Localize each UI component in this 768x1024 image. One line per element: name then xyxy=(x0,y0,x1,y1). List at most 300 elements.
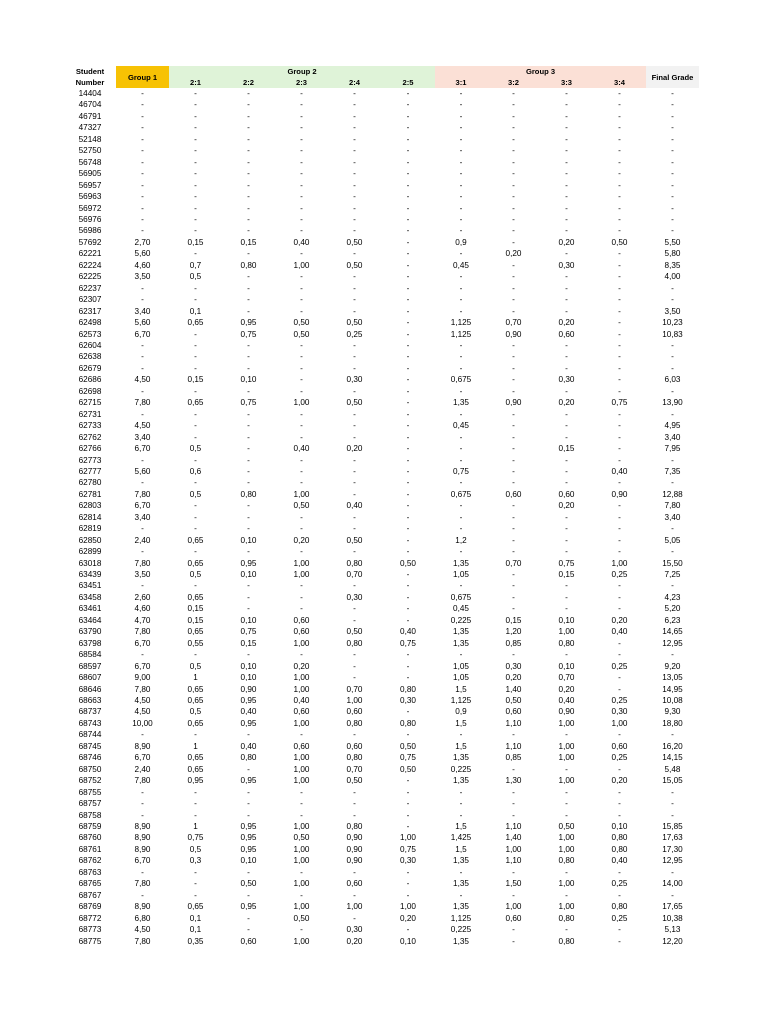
cell-3-1: - xyxy=(459,295,463,305)
cell-2-4: 0,70 xyxy=(346,570,363,580)
cell-2-4: 0,80 xyxy=(346,753,363,763)
cell-final-grade: 5,80 xyxy=(664,249,681,259)
cell-2-4: - xyxy=(353,810,356,820)
cell-2-3: 0,40 xyxy=(293,237,310,247)
cell-2-3: - xyxy=(300,352,303,362)
cell-2-1: 1 xyxy=(193,822,198,831)
cell-2-3: 0,50 xyxy=(293,833,310,843)
cell-2-3: - xyxy=(300,375,303,385)
cell-2-2: - xyxy=(247,409,250,419)
cell-3-4: - xyxy=(618,455,621,465)
cell-2-1: 0,15 xyxy=(187,237,204,247)
cell-3-4: - xyxy=(618,340,621,350)
cell-student-number: 62237 xyxy=(78,283,102,293)
cell-2-1: 0,15 xyxy=(187,375,204,385)
cell-3-2: - xyxy=(512,867,515,877)
cell-2-1: 0,55 xyxy=(187,638,204,648)
cell-2-5: 0,80 xyxy=(400,684,416,694)
cell-group1: - xyxy=(141,295,144,305)
cell-student-number: 62781 xyxy=(78,489,102,499)
cell-2-5: - xyxy=(406,272,410,282)
cell-3-2: - xyxy=(512,237,515,247)
cell-2-4: - xyxy=(353,478,356,488)
cell-student-number: 68758 xyxy=(78,810,102,820)
cell-3-3: 0,40 xyxy=(558,696,575,706)
cell-final-grade: - xyxy=(671,146,674,156)
table-row xyxy=(64,798,699,809)
cell-group1: - xyxy=(141,134,144,144)
cell-3-4: - xyxy=(618,810,621,820)
cell-3-2: 0,15 xyxy=(505,615,522,625)
subheader-3-2: 3:2 xyxy=(487,77,540,88)
cell-2-5: - xyxy=(406,455,410,465)
cell-3-2: - xyxy=(512,650,515,660)
cell-2-1: - xyxy=(194,100,197,110)
cell-final-grade: 18,80 xyxy=(662,718,683,728)
cell-3-4: - xyxy=(618,890,621,900)
cell-3-2: - xyxy=(512,214,515,224)
cell-2-3: 0,50 xyxy=(293,329,310,339)
cell-3-2: 0,70 xyxy=(505,558,522,568)
cell-2-1: - xyxy=(194,501,197,511)
cell-group1: - xyxy=(141,111,144,121)
cell-3-1: - xyxy=(459,478,463,488)
cell-3-3: - xyxy=(565,421,568,431)
cell-3-4: - xyxy=(618,363,621,373)
cell-2-1: 0,65 xyxy=(187,684,204,694)
cell-3-2: - xyxy=(512,375,515,385)
cell-2-1: - xyxy=(194,146,197,156)
cell-3-3: 0,20 xyxy=(558,318,575,328)
cell-3-1: - xyxy=(459,501,463,511)
cell-2-4: 0,60 xyxy=(346,707,363,717)
table-row xyxy=(64,638,699,649)
cell-2-3: - xyxy=(300,100,303,110)
cell-2-4: - xyxy=(353,787,356,797)
cell-3-2: - xyxy=(512,810,515,820)
cell-3-1: - xyxy=(459,157,463,167)
cell-3-3: - xyxy=(565,283,568,293)
cell-3-4: - xyxy=(618,936,621,946)
cell-2-2: 0,90 xyxy=(240,684,257,694)
cell-group1: 6,70 xyxy=(134,661,151,671)
cell-group1: 6,70 xyxy=(134,501,151,511)
cell-2-4: - xyxy=(353,421,356,431)
cell-final-grade: - xyxy=(671,340,674,350)
cell-3-3: 0,80 xyxy=(558,856,575,866)
cell-student-number: 46791 xyxy=(78,111,102,121)
cell-2-3: 0,20 xyxy=(293,535,310,545)
cell-student-number: 68750 xyxy=(78,764,102,774)
cell-2-4: - xyxy=(353,489,356,499)
cell-final-grade: - xyxy=(671,650,674,660)
cell-3-1: 1,2 xyxy=(455,535,467,545)
cell-3-1: - xyxy=(459,214,463,224)
cell-group1: 2,40 xyxy=(134,535,151,545)
cell-final-grade: 3,40 xyxy=(664,512,681,522)
cell-student-number: 62803 xyxy=(78,501,102,511)
cell-final-grade: 10,83 xyxy=(662,329,683,339)
cell-3-2: - xyxy=(512,192,515,202)
cell-3-1: - xyxy=(459,810,463,820)
cell-2-4: - xyxy=(353,111,356,121)
cell-group1: - xyxy=(141,214,144,224)
cell-3-4: - xyxy=(618,684,621,694)
cell-group1: 7,80 xyxy=(134,936,151,946)
cell-student-number: 56957 xyxy=(78,180,102,190)
cell-2-1: - xyxy=(194,329,197,339)
cell-2-3: 1,00 xyxy=(293,776,310,786)
cell-2-4: - xyxy=(353,272,356,282)
cell-2-2: - xyxy=(247,134,250,144)
cell-3-3: 0,20 xyxy=(558,684,575,694)
cell-2-3: - xyxy=(300,386,303,396)
cell-3-2: 0,60 xyxy=(505,913,522,923)
cell-student-number: 62766 xyxy=(78,444,102,454)
cell-2-2: - xyxy=(247,249,250,259)
cell-final-grade: 8,35 xyxy=(664,260,681,270)
cell-2-2: 0,95 xyxy=(240,833,257,843)
cell-2-5: - xyxy=(406,283,410,293)
cell-3-1: - xyxy=(459,283,463,293)
cell-group1: 4,60 xyxy=(134,260,151,270)
cell-2-2: - xyxy=(247,157,250,167)
cell-2-5: - xyxy=(406,157,410,167)
cell-2-1: 0,65 xyxy=(187,592,204,602)
cell-3-3: - xyxy=(565,146,568,156)
cell-2-3: - xyxy=(300,867,303,877)
cell-group1: - xyxy=(141,547,144,557)
cell-2-5: - xyxy=(406,524,410,534)
cell-3-2: - xyxy=(512,581,515,591)
cell-final-grade: 14,00 xyxy=(662,879,683,889)
cell-3-1: - xyxy=(459,203,463,213)
group1-header: Group 1 xyxy=(116,66,169,88)
cell-2-4: - xyxy=(353,295,356,305)
cell-final-grade: 6,23 xyxy=(664,615,681,625)
cell-final-grade: 5,13 xyxy=(664,925,681,935)
cell-final-grade: 14,15 xyxy=(662,753,683,763)
cell-2-1: - xyxy=(194,180,197,190)
cell-2-1: - xyxy=(194,409,197,419)
cell-3-1: 0,9 xyxy=(455,707,467,717)
cell-2-1: - xyxy=(194,730,197,740)
cell-2-4: - xyxy=(353,169,356,179)
cell-3-3: - xyxy=(565,169,568,179)
cell-2-4: - xyxy=(353,157,356,167)
table-row xyxy=(64,569,699,580)
cell-3-4: 0,75 xyxy=(611,398,628,408)
cell-2-1: - xyxy=(194,283,197,293)
cell-2-2: - xyxy=(247,592,250,602)
cell-2-4: - xyxy=(353,249,356,259)
cell-2-3: - xyxy=(300,214,303,224)
cell-student-number: 46704 xyxy=(78,100,102,110)
cell-3-4: 0,20 xyxy=(611,776,628,786)
subheader-3-4: 3:4 xyxy=(593,77,646,88)
cell-2-4: - xyxy=(353,146,356,156)
cell-2-4: - xyxy=(353,512,356,522)
cell-3-4: - xyxy=(618,925,621,935)
cell-group1: - xyxy=(141,363,144,373)
cell-2-1: 0,35 xyxy=(187,936,204,946)
cell-2-3: - xyxy=(300,146,303,156)
cell-group1: 4,50 xyxy=(134,707,151,717)
cell-3-4: - xyxy=(618,283,621,293)
table-row xyxy=(64,535,699,546)
cell-3-2: - xyxy=(512,363,515,373)
cell-3-1: - xyxy=(459,799,463,809)
cell-3-2: - xyxy=(512,936,515,946)
cell-3-1: - xyxy=(459,444,463,454)
cell-3-2: - xyxy=(512,260,515,270)
cell-2-3: 1,00 xyxy=(293,753,310,763)
cell-2-2: - xyxy=(247,111,250,121)
cell-3-1: - xyxy=(459,581,463,591)
cell-2-2: - xyxy=(247,272,250,282)
cell-2-3: - xyxy=(300,799,303,809)
cell-2-4: - xyxy=(353,123,356,133)
cell-3-4: 0,10 xyxy=(611,822,628,831)
cell-2-5: - xyxy=(406,890,410,900)
cell-3-3: - xyxy=(565,363,568,373)
cell-final-grade: - xyxy=(671,295,674,305)
cell-3-4: - xyxy=(618,89,621,98)
cell-2-2: 0,75 xyxy=(240,398,257,408)
cell-3-2: - xyxy=(512,409,515,419)
cell-2-2: - xyxy=(247,180,250,190)
cell-3-3: - xyxy=(565,810,568,820)
cell-2-4: 0,90 xyxy=(346,833,363,843)
cell-2-3: 1,00 xyxy=(293,673,310,683)
cell-group1: 7,80 xyxy=(134,627,151,637)
cell-2-1: 0,15 xyxy=(187,604,204,614)
table-row xyxy=(64,225,699,236)
cell-3-3: - xyxy=(565,799,568,809)
cell-3-4: - xyxy=(618,799,621,809)
cell-2-4: - xyxy=(353,180,356,190)
cell-3-3: - xyxy=(565,547,568,557)
cell-2-1: 0,5 xyxy=(189,707,202,717)
cell-2-5: - xyxy=(406,776,410,786)
cell-3-1: - xyxy=(459,524,463,534)
table-row xyxy=(64,558,699,569)
cell-2-3: - xyxy=(300,455,303,465)
cell-student-number: 56986 xyxy=(78,226,102,236)
cell-3-4: 0,40 xyxy=(611,627,628,637)
cell-2-3: - xyxy=(300,123,303,133)
cell-student-number: 62777 xyxy=(78,466,102,476)
cell-3-2: 1,00 xyxy=(505,902,522,912)
cell-3-2: - xyxy=(512,501,515,511)
table-row xyxy=(64,386,699,397)
cell-2-3: - xyxy=(300,192,303,202)
cell-3-3: 0,20 xyxy=(558,237,575,247)
cell-2-3: - xyxy=(300,810,303,820)
cell-2-2: - xyxy=(247,466,250,476)
cell-2-5: - xyxy=(406,925,410,935)
cell-3-3: - xyxy=(565,867,568,877)
cell-3-2: - xyxy=(512,455,515,465)
subheader-3-1: 3:1 xyxy=(435,77,487,88)
cell-final-grade: 4,95 xyxy=(664,421,681,431)
cell-3-2: - xyxy=(512,134,515,144)
cell-final-grade: 4,00 xyxy=(664,272,681,282)
cell-2-2: - xyxy=(247,89,250,98)
cell-3-3: - xyxy=(565,764,568,774)
cell-2-5: - xyxy=(406,226,410,236)
cell-3-4: - xyxy=(618,100,621,110)
cell-2-4: 0,60 xyxy=(346,741,363,751)
table-row xyxy=(64,374,699,385)
cell-2-2: - xyxy=(247,352,250,362)
cell-group1: 7,80 xyxy=(134,684,151,694)
cell-3-3: 0,80 xyxy=(558,913,575,923)
group2-header: Group 2 xyxy=(169,66,435,77)
cell-group1: - xyxy=(141,203,144,213)
cell-3-1: 1,425 xyxy=(450,833,472,843)
table-row xyxy=(64,180,699,191)
cell-2-3: - xyxy=(300,283,303,293)
cell-2-5: - xyxy=(406,592,410,602)
table-row xyxy=(64,913,699,924)
table-row xyxy=(64,546,699,557)
cell-group1: 6,70 xyxy=(134,329,151,339)
cell-2-5: - xyxy=(406,249,410,259)
cell-3-4: 0,50 xyxy=(611,237,628,247)
table-row xyxy=(64,787,699,798)
cell-2-4: 0,70 xyxy=(346,684,363,694)
cell-2-1: 0,1 xyxy=(189,925,202,935)
cell-2-1: - xyxy=(194,421,197,431)
cell-2-5: - xyxy=(406,661,410,671)
cell-3-2: 1,10 xyxy=(505,741,522,751)
cell-final-grade: 5,20 xyxy=(664,604,681,614)
cell-3-2: 0,70 xyxy=(505,318,522,328)
cell-2-5: - xyxy=(406,409,410,419)
cell-2-1: - xyxy=(194,867,197,877)
cell-2-3: - xyxy=(300,306,303,316)
cell-2-1: - xyxy=(194,249,197,259)
cell-student-number: 68763 xyxy=(78,867,102,877)
cell-3-1: - xyxy=(459,249,463,259)
cell-3-2: - xyxy=(512,535,515,545)
table-row xyxy=(64,134,699,145)
cell-2-2: - xyxy=(247,123,250,133)
cell-3-2: 0,20 xyxy=(505,673,522,683)
cell-2-5: - xyxy=(406,478,410,488)
cell-2-3: - xyxy=(300,421,303,431)
cell-student-number: 68755 xyxy=(78,787,102,797)
cell-3-4: - xyxy=(618,318,621,328)
cell-3-3: - xyxy=(565,650,568,660)
cell-3-3: - xyxy=(565,592,568,602)
cell-final-grade: 7,35 xyxy=(664,466,681,476)
cell-3-4: - xyxy=(618,180,621,190)
cell-2-5: - xyxy=(406,111,410,121)
cell-final-grade: - xyxy=(671,134,674,144)
subheader-2-2: 2:2 xyxy=(222,77,275,88)
cell-2-5: 0,75 xyxy=(400,844,416,854)
cell-2-4: - xyxy=(353,547,356,557)
cell-student-number: 68773 xyxy=(78,925,102,935)
cell-2-1: 0,65 xyxy=(187,318,204,328)
cell-3-4: 0,40 xyxy=(611,466,628,476)
cell-2-4: - xyxy=(353,913,356,923)
cell-group1: - xyxy=(141,799,144,809)
table-row xyxy=(64,432,699,443)
cell-2-2: 0,95 xyxy=(240,902,257,912)
cell-group1: 8,90 xyxy=(134,741,151,751)
table-row xyxy=(64,157,699,168)
cell-3-3: 1,00 xyxy=(558,879,575,889)
cell-group1: - xyxy=(141,123,144,133)
cell-3-1: 0,675 xyxy=(450,375,472,385)
cell-student-number: 68597 xyxy=(78,661,102,671)
cell-3-3: 0,10 xyxy=(558,615,575,625)
cell-2-1: 0,65 xyxy=(187,696,204,706)
cell-student-number: 63439 xyxy=(78,570,102,580)
cell-2-2: - xyxy=(247,512,250,522)
cell-3-3: 0,20 xyxy=(558,398,575,408)
cell-3-4: - xyxy=(618,260,621,270)
cell-3-2: 1,50 xyxy=(505,879,522,889)
cell-3-2: 0,30 xyxy=(505,661,522,671)
cell-2-4: 0,50 xyxy=(346,535,363,545)
cell-group1: - xyxy=(141,890,144,900)
table-row xyxy=(64,764,699,775)
cell-2-2: 0,10 xyxy=(240,535,257,545)
cell-2-4: - xyxy=(353,214,356,224)
cell-2-4: - xyxy=(353,352,356,362)
cell-2-2: 0,75 xyxy=(240,627,257,637)
cell-student-number: 62819 xyxy=(78,524,102,534)
cell-3-4: - xyxy=(618,111,621,121)
cell-3-1: - xyxy=(459,180,463,190)
cell-2-3: 1,00 xyxy=(293,489,310,499)
cell-2-5: - xyxy=(406,318,410,328)
cell-2-5: - xyxy=(406,295,410,305)
cell-3-1: - xyxy=(459,169,463,179)
cell-group1: 3,40 xyxy=(134,306,151,316)
cell-2-2: - xyxy=(247,810,250,820)
cell-group1: - xyxy=(141,169,144,179)
cell-3-4: - xyxy=(618,535,621,545)
cell-final-grade: - xyxy=(671,581,674,591)
cell-3-4: 0,25 xyxy=(611,913,628,923)
table-row xyxy=(64,168,699,179)
cell-2-5: 0,50 xyxy=(400,764,416,774)
cell-2-3: 1,00 xyxy=(293,260,310,270)
cell-3-2: - xyxy=(512,432,515,442)
cell-2-5: - xyxy=(406,214,410,224)
cell-2-5: - xyxy=(406,237,410,247)
cell-2-1: 0,65 xyxy=(187,558,204,568)
table-row xyxy=(64,283,699,294)
cell-2-1: - xyxy=(194,478,197,488)
cell-group1: 4,50 xyxy=(134,421,151,431)
cell-2-5: - xyxy=(406,810,410,820)
cell-2-3: - xyxy=(300,157,303,167)
cell-3-1: 1,5 xyxy=(455,844,467,854)
cell-student-number: 63798 xyxy=(78,638,102,648)
cell-final-grade: - xyxy=(671,730,674,740)
cell-3-1: - xyxy=(459,134,463,144)
cell-2-3: 1,00 xyxy=(293,856,310,866)
cell-3-4: - xyxy=(618,512,621,522)
cell-2-3: 0,40 xyxy=(293,696,310,706)
cell-2-3: 1,00 xyxy=(293,936,310,946)
